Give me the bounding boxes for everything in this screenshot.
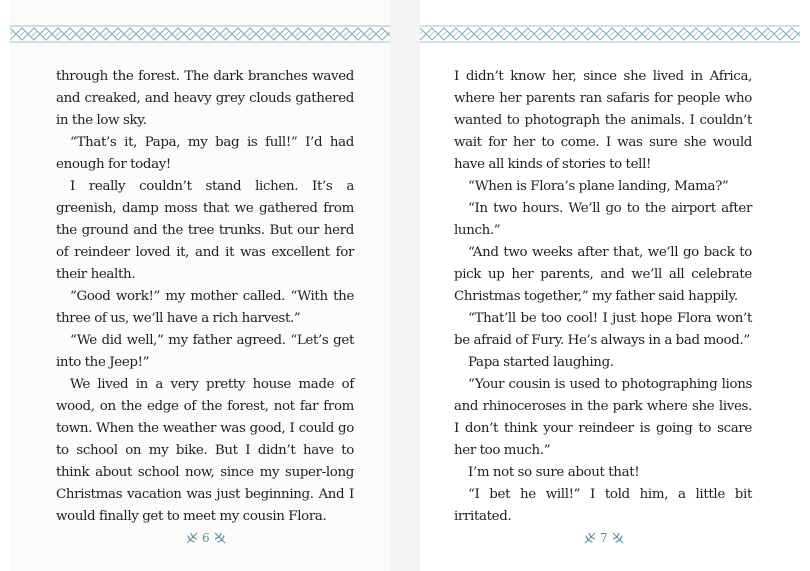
paragraph: “We did well,” my father agreed. “Let’s get into the Jeep!” [56, 333, 354, 370]
left-page-text [56, 66, 354, 528]
leaf-sprig-icon [186, 532, 198, 544]
paragraph: “And two weeks after that, we’ll go back to pick up her parents, and we’ll all celebrate Christmas together,” my father said happily. [454, 245, 752, 304]
leaf-sprig-icon [612, 532, 624, 544]
paragraph: “Your cousin is used to photographing lions and rhinoceroses in the park where she lives. I don’t think your reindeer is going to scare her too much.” [454, 377, 752, 458]
paragraph: I didn’t know her, since she lived in Africa, where her parents ran safaris for people who wanted to photograph the animals. I couldn’t wait for her to come. I was sure she would have all kinds of stories to tell! [454, 69, 752, 172]
paragraph: We lived in a very pretty house made of wood, on the edge of the forest, not far from town. When the weather was good, I could go to school on my bike. But I didn’t have to think about school now, since my super-long Christmas vacation was just beginning. And I would finally get to meet my cousin Flora. [56, 377, 354, 524]
right-page [420, 0, 800, 571]
paragraph: “When is Flora’s plane landing, Mama?” [468, 179, 729, 194]
paragraph: through the forest. The dark branches waved and creaked, and heavy grey clouds gathered in the low sky. [56, 69, 354, 128]
paragraph: “In two hours. We’ll go to the airport after lunch.” [454, 201, 752, 238]
paragraph: I’m not so sure about that! [468, 465, 640, 480]
page-number: 7 [600, 531, 608, 545]
paragraph: “That’s it, Papa, my bag is full!” I’d had enough for today! [56, 135, 354, 172]
zigzag-border-icon [420, 24, 800, 44]
zigzag-border-icon [10, 24, 390, 44]
leaf-sprig-icon [214, 532, 226, 544]
leaf-sprig-icon [584, 532, 596, 544]
paragraph: I really couldn’t stand lichen. It’s a greenish, damp moss that we gathered from the ground and the tree trunks. But our herd of reindeer loved it, and it was excellent for their health. [56, 179, 354, 282]
right-page-text [454, 66, 752, 528]
page-number-left [186, 530, 226, 546]
paragraph: “That’ll be too cool! I just hope Flora won’t be afraid of Fury. He’s always in a bad mood.” [454, 311, 752, 348]
paragraph: Papa started laughing. [468, 355, 614, 370]
book-gutter [390, 0, 420, 571]
page-number-right [584, 530, 624, 546]
paragraph: “Good work!” my mother called. “With the three of us, we’ll have a rich harvest.” [56, 289, 354, 326]
paragraph: “I bet he will!” I told him, a little bit irritated. [454, 487, 752, 524]
left-page [10, 0, 390, 571]
page-number: 6 [202, 531, 210, 545]
